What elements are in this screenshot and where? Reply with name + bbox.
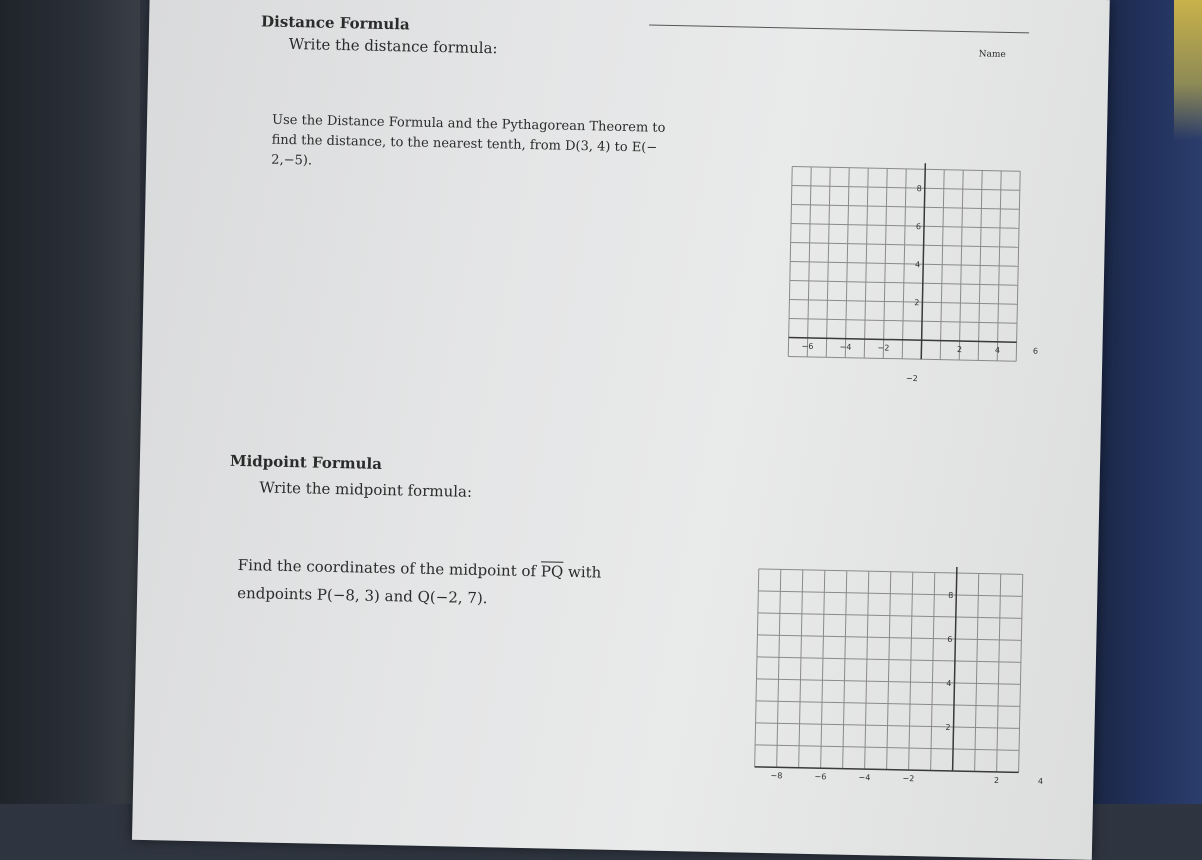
distance-prompt: Write the distance formula:: [288, 34, 498, 58]
distance-grid-x-tick-label: 4: [994, 345, 1001, 355]
midpoint-grid-y-axis: [953, 567, 957, 771]
midpoint-grid-gridline-v: [821, 570, 825, 768]
distance-grid-y-tick-label: 2: [914, 298, 920, 308]
distance-problem-line3: 2,−5).: [271, 152, 313, 169]
midpoint-problem-line1: [238, 556, 602, 582]
distance-grid-y-axis: [921, 163, 925, 359]
midpoint-grid-gridline-v: [777, 569, 781, 767]
distance-grid-svg: [782, 158, 1037, 383]
midpoint-grid-gridline-v: [887, 572, 891, 770]
segment-pq: $\overline{PQ}$: [540, 562, 564, 581]
distance-grid-y-tick-label: 4: [915, 260, 921, 270]
distance-grid-y-tick-label: 8: [916, 184, 922, 194]
midpoint-grid-gridline-v: [1019, 574, 1023, 772]
distance-grid-x-tick-label: −2: [877, 343, 890, 353]
midpoint-coordinate-grid: [748, 563, 1043, 799]
midpoint-grid-gridline-v: [975, 573, 979, 771]
midpoint-grid-x-tick-label: −6: [814, 772, 827, 782]
distance-coordinate-grid: [782, 158, 1037, 383]
midpoint-grid-gridline-v: [909, 572, 913, 770]
midpoint-grid-x-tick-label: −8: [770, 771, 783, 781]
midpoint-grid-x-tick-label: −2: [902, 773, 915, 784]
midpoint-grid-gridline-v: [843, 571, 847, 769]
midpoint-problem-line1-pre: Find the coordinates of the midpoint of: [237, 555, 542, 581]
background-desk-left: [0, 0, 140, 804]
midpoint-heading: Midpoint Formula: [229, 451, 383, 473]
midpoint-grid-gridline-v: [755, 569, 759, 767]
distance-problem-line1: Use the Distance Formula and the Pythagorean Theorem to: [271, 112, 666, 136]
midpoint-grid-x-tick-label: −4: [858, 773, 871, 783]
name-label: Name: [978, 49, 1006, 60]
worksheet-page: [132, 0, 1110, 860]
midpoint-grid-y-tick-label: 2: [945, 722, 951, 732]
distance-grid-x-tick-label: −6: [801, 341, 814, 351]
distance-problem-line2: find the distance, to the nearest tenth, from D(3, 4) to E(−: [271, 132, 658, 156]
midpoint-grid-gridline-v: [865, 571, 869, 769]
background-corner: [1174, 0, 1202, 140]
name-line: [649, 24, 1029, 33]
midpoint-grid-gridline-v: [931, 573, 935, 771]
midpoint-grid-y-tick-label: 8: [948, 590, 954, 600]
midpoint-problem-line1-post: with: [563, 562, 602, 582]
midpoint-grid-svg: [748, 563, 1043, 799]
distance-grid-y-tick-label: −2: [905, 373, 918, 384]
midpoint-grid-x-tick-label: 2: [993, 775, 1000, 785]
midpoint-grid-gridline-v: [997, 574, 1001, 772]
midpoint-grid-y-tick-label: 6: [947, 634, 953, 644]
midpoint-grid-gridline-v: [799, 570, 803, 768]
midpoint-grid-x-tick-label: 4: [1037, 776, 1044, 786]
midpoint-problem-line2: endpoints P(−8, 3) and Q(−2, 7).: [236, 583, 488, 608]
distance-grid-x-tick-label: 6: [1032, 346, 1039, 356]
distance-grid-x-tick-label: −4: [839, 342, 852, 352]
midpoint-grid-y-tick-label: 4: [946, 678, 952, 688]
midpoint-prompt: Write the midpoint formula:: [259, 478, 473, 501]
distance-grid-y-tick-label: 6: [915, 222, 922, 232]
distance-grid-x-tick-label: 2: [956, 344, 963, 355]
distance-heading: Distance Formula: [260, 12, 410, 34]
